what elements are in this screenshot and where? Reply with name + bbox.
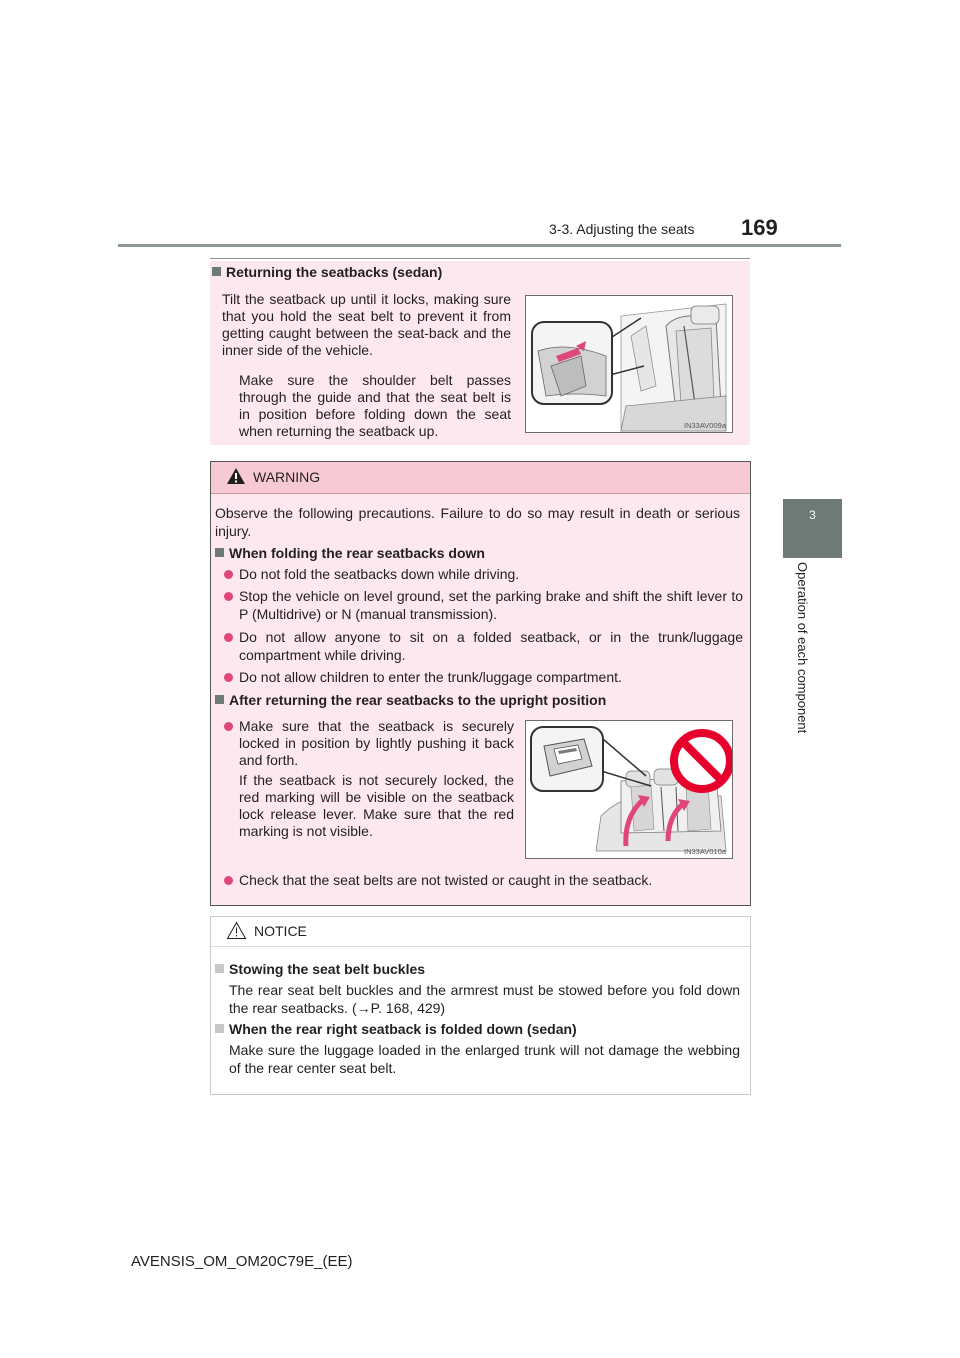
warning-intro: Observe the following precautions. Failure to do so may result in death or serious injury. [215, 505, 740, 539]
section-rule [210, 258, 750, 259]
returning-heading-text: Returning the seatbacks (sedan) [226, 264, 443, 280]
warning-bullet [224, 668, 743, 686]
bullet-dot-icon [224, 570, 233, 579]
notice-title: NOTICE [254, 923, 307, 939]
notice-item1-body: The rear seat belt buckles and the armrest must be stowed before you fold down the rear seatbacks. (→P. 168, 429) [229, 982, 740, 1016]
square-bullet-icon [212, 267, 221, 276]
warning-bullet-continuation: If the seatback is not securely locked, the red marking will be visible on the seatback lock release lever. Make sure that the red marking is not visible. [239, 772, 514, 839]
bullet-text: Do not allow anyone to sit on a folded seatback, or in the trunk/luggage compartment while driving. [239, 629, 743, 663]
notice-item1-heading [215, 961, 425, 977]
warning-bullet [224, 565, 743, 583]
warning-title: WARNING [253, 469, 321, 485]
notice-item2-body: Make sure the luggage loaded in the enlarged trunk will not damage the webbing of the rear center seat belt. [229, 1042, 740, 1076]
bullet-dot-icon [224, 633, 233, 642]
bullet-text: Do not allow children to enter the trunk/luggage compartment. [239, 669, 622, 685]
bullet-text: Make sure that the seatback is securely locked in position by lightly pushing it back and forth. [239, 718, 514, 768]
square-bullet-icon [215, 548, 224, 557]
chapter-label: Operation of each component [795, 562, 810, 734]
section-title: 3-3. Adjusting the seats [549, 221, 695, 237]
warning-bullet [224, 718, 514, 769]
square-bullet-icon [215, 695, 224, 704]
bullet-dot-icon [224, 592, 233, 601]
header-rule [118, 244, 841, 247]
warning-section2-heading [215, 692, 606, 708]
square-bullet-icon [215, 1024, 224, 1033]
seat-lock-illustration [526, 721, 732, 858]
notice-item2-heading [215, 1021, 577, 1037]
chapter-number: 3 [809, 508, 816, 522]
returning-note: Make sure the shoulder belt passes through the guide and that the seat belt is in position before folding down the seat when returning the seatback up. [239, 372, 511, 439]
warning-bullet [224, 871, 743, 889]
caution-triangle-icon [226, 921, 247, 940]
notice-item1-heading-text: Stowing the seat belt buckles [229, 961, 426, 977]
bullet-dot-icon [224, 673, 233, 682]
bullet-text: Do not fold the seatbacks down while driving. [239, 566, 520, 582]
seatback-illustration [526, 296, 732, 432]
warning-bullet [224, 628, 743, 664]
returning-heading [212, 264, 442, 280]
warning-section1-heading-text: When folding the rear seatbacks down [229, 545, 485, 561]
notice-item2-heading-text: When the rear right seatback is folded down (sedan) [229, 1021, 577, 1037]
bullet-text: Check that the seat belts are not twisted or caught in the seatback. [239, 872, 653, 888]
seatback-figure [525, 295, 733, 433]
returning-paragraph: Tilt the seatback up until it locks, making sure that you hold the seat belt to prevent it from getting caught between the seat-back and the inner side of the vehicle. [222, 291, 511, 358]
bullet-text: Stop the vehicle on level ground, set the parking brake and shift the shift lever to P (Multidrive) or N (manual transmission). [239, 588, 743, 622]
warning-section2-heading-text: After returning the rear seatbacks to the upright position [229, 692, 607, 708]
warning-triangle-icon [226, 467, 246, 485]
bullet-dot-icon [224, 722, 233, 731]
warning-bullet [224, 587, 743, 623]
warning-section1-heading [215, 545, 485, 561]
document-code: AVENSIS_OM_OM20C79E_(EE) [131, 1253, 353, 1270]
seat-lock-figure [525, 720, 733, 859]
figure-id: IN33AV010a [684, 847, 726, 856]
square-bullet-icon [215, 964, 224, 973]
page-number: 169 [741, 215, 778, 240]
bullet-dot-icon [224, 876, 233, 885]
figure-id: IN33AV009a [684, 421, 726, 430]
